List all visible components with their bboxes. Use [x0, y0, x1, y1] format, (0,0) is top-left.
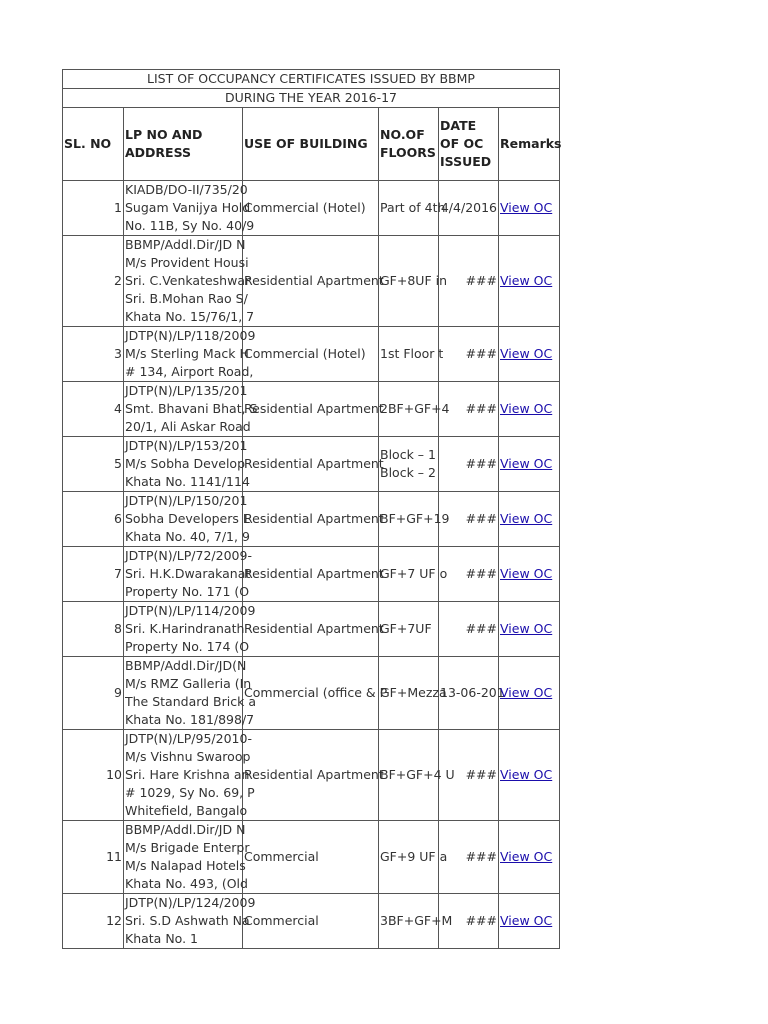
- lp-address-line: Sugam Vanijya Hold: [125, 200, 251, 215]
- lp-address-line: Sri. S.D Ashwath Na: [125, 913, 250, 928]
- view-oc-link[interactable]: View OC: [499, 382, 560, 437]
- sl-no-cell: 3: [63, 327, 124, 382]
- floors-line: GF+7 UF o: [380, 566, 448, 581]
- lp-address-line: The Standard Brick a: [125, 694, 256, 709]
- lp-address-line: Sobha Developers L: [125, 511, 250, 526]
- lp-address-cell: [124, 657, 256, 730]
- use-cell: Residential Apartment: [243, 730, 379, 821]
- floors-cell: [379, 181, 446, 236]
- floors-line: 2BF+GF+4: [380, 401, 450, 416]
- lp-address-cell: [124, 492, 250, 547]
- floors-line: 3BF+GF+M: [380, 913, 453, 928]
- header-floors: NO.OF FLOORS: [379, 108, 439, 181]
- date-cell: ###: [439, 492, 499, 547]
- table-row: [63, 437, 560, 492]
- floors-line: GF+Mezza: [380, 685, 447, 700]
- floors-line: Part of 4th: [380, 200, 446, 215]
- use-cell: Residential Apartment: [243, 492, 379, 547]
- floors-cell: [379, 382, 450, 437]
- view-oc-link[interactable]: View OC: [499, 181, 560, 236]
- table-row: [63, 181, 560, 236]
- lp-address-line: Khata No. 493, (Old: [125, 876, 248, 891]
- use-cell: Commercial (office & P: [243, 657, 379, 730]
- floors-line: GF+8UF in: [380, 273, 448, 288]
- date-cell: ###: [439, 894, 499, 949]
- lp-address-line: M/s Sobha Develop: [125, 456, 246, 471]
- lp-address-cell: [124, 181, 255, 236]
- lp-address-line: JDTP(N)/LP/124/2009: [125, 895, 256, 910]
- lp-address-cell: [124, 894, 256, 949]
- view-oc-link[interactable]: View OC: [499, 236, 560, 327]
- sl-no-cell: 12: [63, 894, 124, 949]
- lp-address-line: M/s Sterling Mack H: [125, 346, 249, 361]
- use-cell: Residential Apartment: [243, 437, 379, 492]
- lp-address-line: Sri. B.Mohan Rao S/: [125, 291, 248, 306]
- oc-table: [62, 69, 560, 949]
- view-oc-link[interactable]: View OC: [499, 492, 560, 547]
- sl-no-cell: 7: [63, 547, 124, 602]
- use-cell: Residential Apartment: [243, 602, 379, 657]
- lp-address-line: BBMP/Addl.Dir/JD(N: [125, 658, 247, 673]
- table-row: [63, 657, 560, 730]
- date-cell: ###: [439, 236, 499, 327]
- lp-address-line: # 1029, Sy No. 69, P: [125, 785, 255, 800]
- use-cell: Commercial: [243, 894, 379, 949]
- lp-address-line: Smt. Bhavani Bhat, S: [125, 401, 258, 416]
- floors-cell: [379, 657, 447, 730]
- lp-address-line: JDTP(N)/LP/135/201: [125, 383, 248, 398]
- sl-no-cell: 10: [63, 730, 124, 821]
- header-use: USE OF BUILDING: [243, 108, 379, 181]
- lp-address-line: JDTP(N)/LP/95/2010-: [125, 731, 252, 746]
- lp-address-line: Property No. 171 (O: [125, 584, 250, 599]
- lp-address-line: Khata No. 181/898/7: [125, 712, 255, 727]
- lp-address-line: M/s Vishnu Swaroop: [125, 749, 251, 764]
- lp-address-line: Khata No. 1: [125, 931, 198, 946]
- lp-address-cell: [124, 821, 250, 894]
- floors-cell: [379, 437, 439, 492]
- header-lp-no: LP NO AND ADDRESS: [124, 108, 243, 181]
- floors-cell: [379, 821, 448, 894]
- lp-address-line: JDTP(N)/LP/114/2009: [125, 603, 256, 618]
- lp-address-line: Sri. H.K.Dwarakanat: [125, 566, 251, 581]
- sl-no-cell: 1: [63, 181, 124, 236]
- lp-address-line: Khata No. 40, 7/1, 9: [125, 529, 250, 544]
- table-row: [63, 492, 560, 547]
- date-cell: 13-06-201: [439, 657, 499, 730]
- use-cell: Residential Apartment: [243, 382, 379, 437]
- sl-no-cell: 5: [63, 437, 124, 492]
- floors-line: GF+7UF: [380, 621, 432, 636]
- lp-address-line: M/s Provident Housi: [125, 255, 249, 270]
- lp-address-cell: [124, 437, 250, 492]
- floors-line: Block – 1: [380, 447, 436, 462]
- lp-address-line: JDTP(N)/LP/118/2009: [125, 328, 256, 343]
- floors-line: Block – 2: [380, 465, 436, 480]
- table-subtitle: DURING THE YEAR 2016-17: [63, 89, 560, 108]
- date-cell: 4/4/2016: [439, 181, 499, 236]
- lp-address-line: Whitefield, Bangalo: [125, 803, 248, 818]
- lp-address-line: Khata No. 1141/114: [125, 474, 250, 489]
- view-oc-link[interactable]: View OC: [499, 437, 560, 492]
- lp-address-line: BBMP/Addl.Dir/JD N: [125, 237, 246, 252]
- header-remarks: Remarks: [499, 108, 560, 181]
- date-cell: ###: [439, 547, 499, 602]
- view-oc-link[interactable]: View OC: [499, 657, 560, 730]
- view-oc-link[interactable]: View OC: [499, 821, 560, 894]
- sl-no-cell: 6: [63, 492, 124, 547]
- table-row: [63, 894, 560, 949]
- lp-address-line: Property No. 174 (O: [125, 639, 250, 654]
- sl-no-cell: 4: [63, 382, 124, 437]
- floors-line: 1st Floor t: [380, 346, 444, 361]
- use-cell: Residential Apartment: [243, 547, 379, 602]
- view-oc-link[interactable]: View OC: [499, 894, 560, 949]
- lp-address-cell: [124, 730, 255, 821]
- lp-address-line: 20/1, Ali Askar Road: [125, 419, 251, 434]
- header-sl-no: SL. NO: [63, 108, 124, 181]
- occupancy-certificates-sheet: [62, 69, 562, 946]
- use-cell: Commercial (Hotel): [243, 327, 379, 382]
- floors-cell: [379, 327, 444, 382]
- lp-address-line: Khata No. 15/76/1, 7: [125, 309, 255, 324]
- table-title: LIST OF OCCUPANCY CERTIFICATES ISSUED BY BBMP: [63, 70, 560, 89]
- floors-line: BF+GF+4 U: [380, 767, 455, 782]
- sl-no-cell: 8: [63, 602, 124, 657]
- view-oc-link[interactable]: View OC: [499, 730, 560, 821]
- lp-address-cell: [124, 382, 258, 437]
- date-cell: ###: [439, 327, 499, 382]
- table-row: [63, 602, 560, 657]
- lp-address-line: Sri. Hare Krishna an: [125, 767, 250, 782]
- use-cell: Commercial (Hotel): [243, 181, 379, 236]
- lp-address-line: JDTP(N)/LP/153/201: [125, 438, 248, 453]
- sl-no-cell: 2: [63, 236, 124, 327]
- lp-address-line: KIADB/DO-II/735/20: [125, 182, 248, 197]
- sl-no-cell: 11: [63, 821, 124, 894]
- lp-address-line: JDTP(N)/LP/150/201: [125, 493, 248, 508]
- floors-line: BF+GF+19: [380, 511, 450, 526]
- date-cell: ###: [439, 437, 499, 492]
- use-cell: Residential Apartment: [243, 236, 379, 327]
- table-row: [63, 730, 560, 821]
- lp-address-line: M/s RMZ Galleria (In: [125, 676, 252, 691]
- lp-address-line: M/s Nalapad Hotels: [125, 858, 246, 873]
- date-cell: ###: [439, 821, 499, 894]
- header-date: DATE OF OC ISSUED: [439, 108, 499, 181]
- lp-address-cell: [124, 327, 256, 382]
- sl-no-cell: 9: [63, 657, 124, 730]
- lp-address-line: Sri. C.Venkateshwar: [125, 273, 251, 288]
- lp-address-line: JDTP(N)/LP/72/2009-: [125, 548, 252, 563]
- lp-address-cell: [124, 236, 255, 327]
- lp-address-line: No. 11B, Sy No. 40/9: [125, 218, 255, 233]
- table-row: [63, 327, 560, 382]
- lp-address-line: # 134, Airport Road,: [125, 364, 254, 379]
- lp-address-cell: [124, 547, 252, 602]
- floors-cell: [379, 730, 455, 821]
- table-row: [63, 821, 560, 894]
- date-cell: ###: [439, 382, 499, 437]
- lp-address-line: BBMP/Addl.Dir/JD N: [125, 822, 246, 837]
- floors-cell: [379, 602, 439, 657]
- table-row: [63, 236, 560, 327]
- date-cell: ###: [439, 730, 499, 821]
- floors-cell: [379, 236, 448, 327]
- floors-line: GF+9 UF a: [380, 849, 448, 864]
- date-cell: ###: [439, 602, 499, 657]
- lp-address-cell: [124, 602, 256, 657]
- floors-cell: [379, 492, 450, 547]
- view-oc-link[interactable]: View OC: [499, 327, 560, 382]
- view-oc-link[interactable]: View OC: [499, 602, 560, 657]
- floors-cell: [379, 547, 448, 602]
- lp-address-line: Sri. K.Harindranath: [125, 621, 245, 636]
- table-row: [63, 382, 560, 437]
- table-row: [63, 547, 560, 602]
- use-cell: Commercial: [243, 821, 379, 894]
- lp-address-line: M/s Brigade Enterpr: [125, 840, 250, 855]
- floors-cell: [379, 894, 453, 949]
- view-oc-link[interactable]: View OC: [499, 547, 560, 602]
